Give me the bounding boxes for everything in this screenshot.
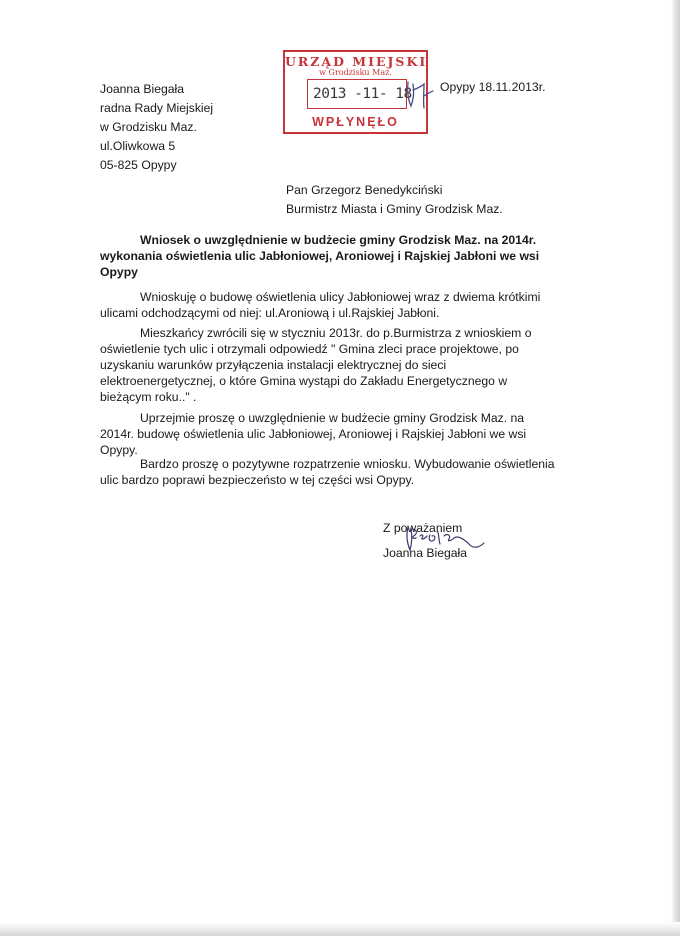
- sender-city: w Grodzisku Maz.: [100, 120, 197, 134]
- scan-edge-right: [671, 0, 680, 936]
- sender-role: radna Rady Miejskiej: [100, 101, 214, 115]
- stamp-received-date: 2013 -11- 18: [313, 86, 412, 102]
- paragraph-line: uzyskaniu warunków przyłączenia instalacji elektrycznej do sieci: [100, 358, 447, 372]
- sender-name: Joanna Biegała: [100, 82, 185, 96]
- stamp-subtitle: w Grodzisku Maz.: [319, 68, 392, 77]
- closing-phrase: Z poważaniem: [383, 521, 463, 535]
- handwritten-signature: [398, 523, 488, 559]
- body-paragraph-4: [100, 456, 570, 488]
- recipient-address: [286, 181, 503, 219]
- paragraph-line: oświetlenie tych ulic i otrzymali odpowiedź " Gmina zleci prace projektowe, po: [100, 342, 519, 356]
- paragraph-line: Uprzejmie proszę o uwzględnienie w budżecie gminy Grodzisk Maz. na: [140, 411, 525, 425]
- closing-name: Joanna Biegała: [383, 546, 468, 560]
- paragraph-line: ulic bardzo poprawi bezpieczeństo w tej części wsi Opypy.: [100, 473, 415, 487]
- recipient-title: Burmistrz Miasta i Gminy Grodzisk Maz.: [286, 202, 503, 216]
- body-paragraph-2: [100, 325, 570, 405]
- paragraph-line: bieżącym roku.." .: [100, 390, 197, 404]
- body-paragraph-1: [100, 289, 570, 321]
- letter-date: Opypy 18.11.2013r.: [440, 80, 546, 94]
- recipient-name: Pan Grzegorz Benedykciński: [286, 183, 443, 197]
- stamp-title: URZĄD MIEJSKI: [285, 54, 428, 69]
- paragraph-line: elektroenergetycznej, o które Gmina wystąpi do Zakładu Energetycznego w: [100, 374, 508, 388]
- paragraph-line: Opypy.: [100, 443, 138, 457]
- stamp-footer: WPŁYNĘŁO: [312, 115, 399, 129]
- paragraph-line: 2014r. budowę oświetlenia ulic Jabłoniowej, Aroniowej i Rajskiej Jabłoni we wsi: [100, 427, 527, 441]
- scan-edge-bottom: [0, 922, 680, 936]
- sender-street: ul.Oliwkowa 5: [100, 139, 176, 153]
- subject-line: wykonania oświetlenia ulic Jabłoniowej, Aroniowej i Rajskiej Jabłoni we wsi: [100, 249, 540, 263]
- sender-postal: 05-825 Opypy: [100, 158, 177, 172]
- paragraph-line: ulicami odchodzącymi od niej: ul.Aroniową i ul.Rajskiej Jabłoni.: [100, 306, 440, 320]
- sender-address: [100, 80, 213, 175]
- letter-subject: [100, 232, 570, 280]
- paragraph-line: Bardzo proszę o pozytywne rozpatrzenie wniosku. Wybudowanie oświetlenia: [140, 457, 555, 471]
- body-paragraph-3: [100, 410, 570, 458]
- subject-line: Wniosek o uwzględnienie w budżecie gminy Grodzisk Maz. na 2014r.: [140, 233, 537, 247]
- subject-line: Opypy: [100, 265, 138, 279]
- paragraph-line: Wnioskuję o budowę oświetlenia ulicy Jabłoniowej wraz z dwiema krótkimi: [140, 290, 541, 304]
- paragraph-line: Mieszkańcy zwrócili się w styczniu 2013r. do p.Burmistrza z wnioskiem o: [140, 326, 532, 340]
- stamp-initial-signature: [402, 76, 436, 116]
